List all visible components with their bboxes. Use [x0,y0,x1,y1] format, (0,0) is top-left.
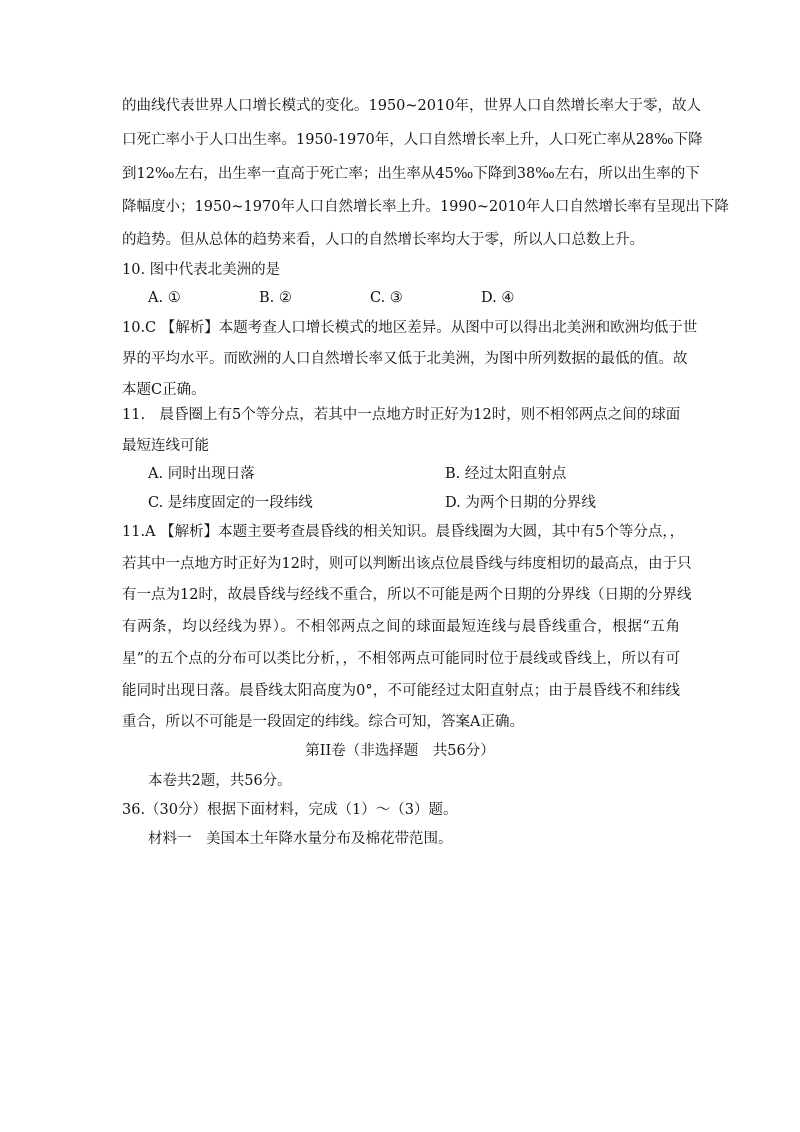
answer-11-line: 有一点为12时，故晨昏线与经线不重合，所以不可能是两个日期的分界线（日期的分界线 [122,587,692,603]
question-11-stem: 最短连线可能 [122,438,209,454]
question-10-stem: 10. 图中代表北美洲的是 [122,262,281,278]
paragraph-line: 的曲线代表世界人口增长模式的变化。1950~2010年，世界人口自然增长率大于零，故人 [122,98,701,114]
question-36-stem: 36.（30分）根据下面材料，完成（1）～（3）题。 [122,802,458,818]
answer-11-line: 若其中一点地方时正好为12时，则可以判断出该点位晨昏线与纬度相切的最高点，由于只 [122,556,692,572]
q11-option-d: D. 为两个日期的分界线 [445,495,596,511]
q10-option-a: A. ① [148,290,181,306]
answer-11-line: 有两条，均以经线为界）。不相邻两点之间的球面最短连线与晨昏线重合，根据“五角 [122,619,680,635]
question-36-material: 材料一 美国本土年降水量分布及棉花带范围。 [148,831,453,847]
q11-option-b: B. 经过太阳直射点 [445,466,567,482]
q10-option-c: C. ③ [370,290,403,306]
answer-10-line: 界的平均水平。而欧洲的人口自然增长率又低于北美洲，为图中所列数据的最低的值。故 [122,351,688,367]
q11-option-c: C. 是纬度固定的一段纬线 [148,495,313,511]
answer-10-line: 本题C正确。 [122,382,206,398]
paragraph-line: 的趋势。但从总体的趋势来看，人口的自然增长率均大于零，所以人口总数上升。 [122,232,644,248]
q10-option-d: D. ④ [481,290,515,306]
q10-option-b: B. ② [259,290,292,306]
answer-11-line: 星”的五个点的分布可以类比分析，，不相邻两点可能同时位于晨线或昏线上，所以有可 [122,651,680,667]
answer-11-line: 能同时出现日落。晨昏线太阳高度为0°，不可能经过太阳直射点；由于晨昏线不和纬线 [122,683,680,699]
answer-11-line: 重合，所以不可能是一段固定的纬线。综合可知，答案A正确。 [122,714,524,730]
section-title: 第II卷（非选择题 共56分） [305,743,495,759]
section-note: 本卷共2题，共56分。 [148,773,292,789]
answer-11-line: 11.A 【解析】本题主要考查晨昏线的相关知识。晨昏线圈为大圆，其中有5个等分点，， [122,524,685,540]
answer-10-line: 10.C 【解析】本题考查人口增长模式的地区差异。从图中可以得出北美洲和欧洲均低于世 [122,320,698,336]
question-11-stem: 11. 晨昏圈上有5个等分点，若其中一点地方时正好为12时，则不相邻两点之间的球面 [122,407,681,423]
paragraph-line: 降幅度小；1950~1970年人口自然增长率上升。1990~2010年人口自然增长率有呈现出下降 [122,199,729,215]
paragraph-line: 到12‰左右，出生率一直高于死亡率；出生率从45‰下降到38‰左右，所以出生率的下 [122,166,700,182]
q11-option-a: A. 同时出现日落 [148,466,255,482]
paragraph-line: 口死亡率小于人口出生率。1950-1970年，人口自然增长率上升，人口死亡率从28‰下降 [122,132,703,148]
